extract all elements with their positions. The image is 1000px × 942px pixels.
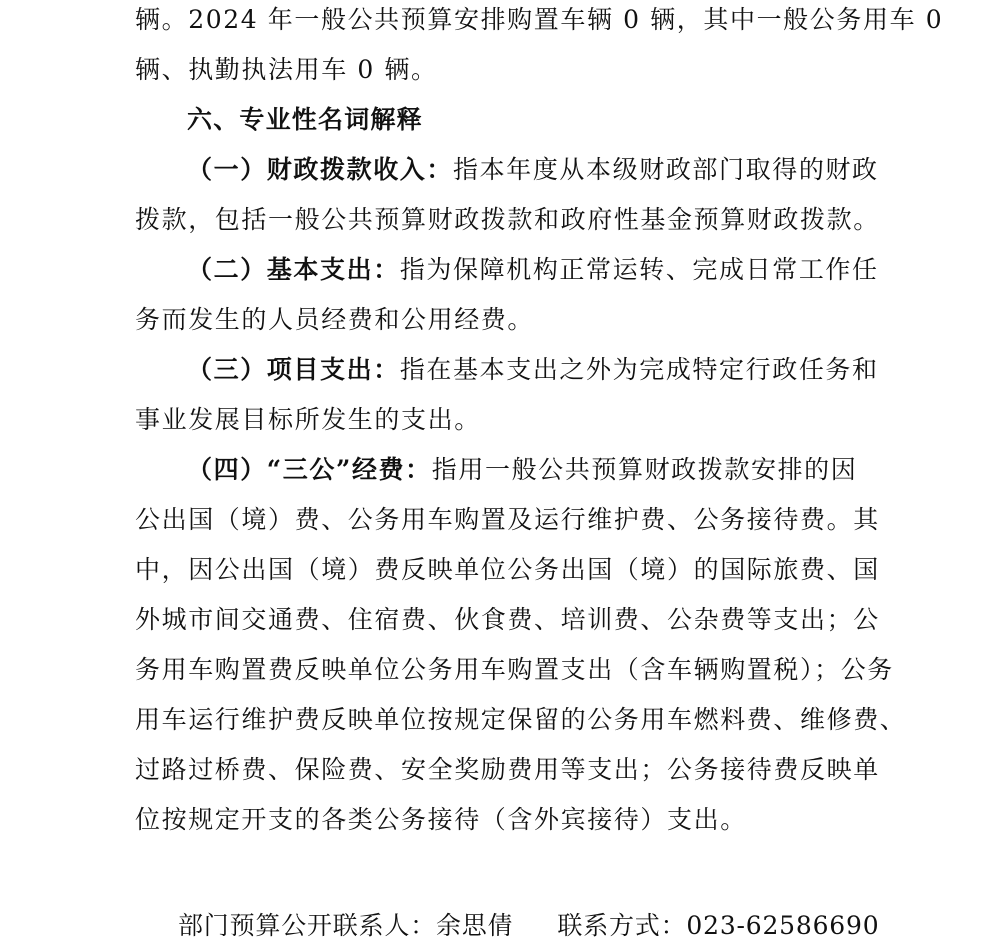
definition-term-line	[187, 153, 947, 187]
paragraph-line: 过路过桥费、保险费、安全奖励费用等支出；公务接待费反映单	[135, 755, 880, 784]
paragraph-line: 辆、执勤执法用车 0 辆。	[135, 55, 438, 84]
section-heading: 六、专业性名词解释	[187, 105, 423, 134]
contact-footer	[178, 910, 879, 942]
paragraph-line: 务用车购置费反映单位公务用车购置支出（含车辆购置税）；公务	[135, 655, 894, 684]
definition-term-line	[187, 453, 947, 487]
definition-text: 指为保障机构正常运转、完成日常工作任	[399, 255, 879, 284]
contact-method: 联系方式：023-62586690	[557, 911, 880, 940]
definition-term: （一）财政拨款收入：	[187, 155, 454, 184]
definition-text: 指本年度从本级财政部门取得的财政	[453, 155, 879, 184]
paragraph-line: 外城市间交通费、住宿费、伙食费、培训费、公杂费等支出；公	[135, 605, 880, 634]
definition-term: （二）基本支出：	[187, 255, 400, 284]
definition-term: （四）“三公”经费：	[187, 455, 432, 484]
paragraph-line: 拨款，包括一般公共预算财政拨款和政府性基金预算财政拨款。	[135, 205, 880, 234]
definition-term-line	[187, 253, 947, 287]
paragraph-line: 辆。2024 年一般公共预算安排购置车辆 0 辆，其中一般公务用车 0	[135, 5, 944, 34]
paragraph-line: 用车运行维护费反映单位按规定保留的公务用车燃料费、维修费、	[135, 705, 907, 734]
definition-text: 指在基本支出之外为完成特定行政任务和	[399, 355, 879, 384]
definition-text: 指用一般公共预算财政拨款安排的因	[431, 455, 858, 484]
paragraph-line: 公出国（境）费、公务用车购置及运行维护费、公务接待费。其	[135, 505, 880, 534]
definition-term: （三）项目支出：	[187, 355, 400, 384]
contact-person: 部门预算公开联系人：余思倩	[178, 911, 514, 940]
paragraph-line: 务而发生的人员经费和公用经费。	[135, 305, 535, 334]
paragraph-line: 位按规定开支的各类公务接待（含外宾接待）支出。	[135, 805, 747, 834]
definition-term-line	[187, 353, 947, 387]
paragraph-line: 事业发展目标所发生的支出。	[135, 405, 481, 434]
paragraph-line: 中，因公出国（境）费反映单位公务出国（境）的国际旅费、国	[135, 555, 880, 584]
